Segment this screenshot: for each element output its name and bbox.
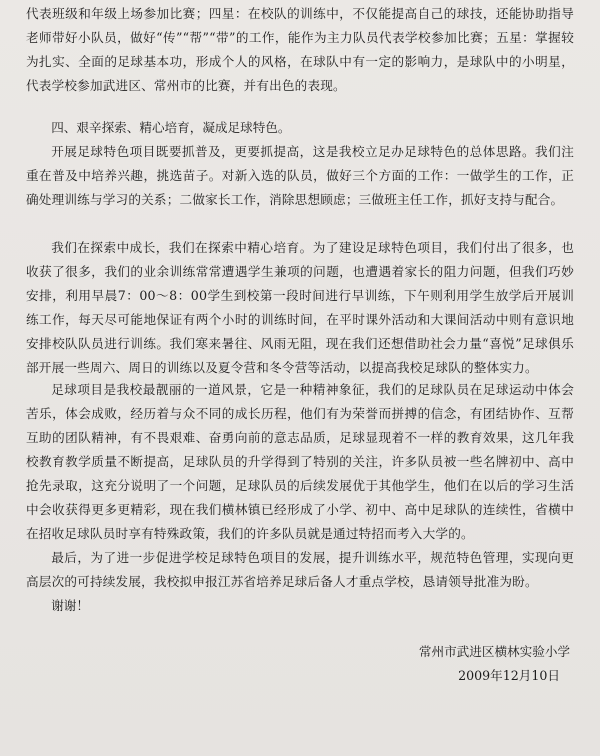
body-paragraph-2: 我们在探索中成长，我们在探索中精心培育。为了建设足球特色项目，我们付出了很多，也收获了很多，我们的业余训练常常遭遇学生兼项的问题，也遭遇着家长的阻力问题，但我们巧妙安排，利用早晨7：00～8：00学生到校第一段时间进行早训练，下午则利用学生放学后开展训练工作，每天尽可能地保证有两个小时的训练时间，在平时课外活动和大课间活动中则有意识地安排校队队员进行训练。我们寒来暑往、风雨无阻，现在我们还想借助社会力量“喜悦”足球俱乐部开展一些周六、周日的训练以及夏令营和冬令营等活动，以提高我校足球队的整体实力。 (26, 240, 574, 375)
section-heading: 四、艰辛探索、精心培育，凝成足球特色。 (51, 120, 291, 135)
body-paragraph-1-block (26, 140, 574, 212)
body-paragraph-4: 最后，为了进一步促进学校足球特色项目的发展，提升训练水平，规范特色管理，实现向更高层次的可持续发展，我校拟申报江苏省培养足球后备人才重点学校，恳请领导批准为盼。 (26, 550, 574, 589)
thanks-line: 谢谢！ (51, 598, 89, 613)
body-paragraph-2-block (26, 236, 574, 380)
intro-paragraph: 代表班级和年级上场参加比赛；四星：在校队的训练中，不仅能提高自己的球技，还能协助指导老师带好小队员，做好“传”“帮”“带”的工作，能作为主力队员代表学校参加比赛；五星：掌握较为扎实、全面的足球基本功，形成个人的风格，在球队中有一定的影响力，是球队中的小明星，代表学校参加武进区、常州市的比赛，并有出色的表现。 (26, 6, 574, 93)
signature-date: 2009年12月10日 (458, 668, 560, 683)
body-paragraph-3-block (26, 378, 574, 546)
body-paragraph-3: 足球项目是我校最靓丽的一道风景，它是一种精神象征，我们的足球队员在足球运动中体会苦乐，体会成败，经历着与众不同的成长历程，他们有为荣誉而拼搏的信念，有团结协作、互帮互助的团队精神，有不畏艰难、奋勇向前的意志品质，足球显现着不一样的教育效果，这几年我校教育教学质量不断提高，足球队员的升学得到了特别的关注，许多队员被一些名牌初中、高中抢先录取，这充分说明了一个问题，足球队员的后续发展优于其他学生，他们在以后的学习生活中会收获得更多更精彩，现在我们横林镇已经形成了小学、初中、高中足球队的连续性，省横中在招收足球队员时享有特殊政策，我们的许多队员就是通过特招而考入大学的。 (26, 382, 574, 541)
signature-organization: 常州市武进区横林实验小学 (418, 644, 570, 659)
body-paragraph-1: 开展足球特色项目既要抓普及，更要抓提高，这是我校立足办足球特色的总体思路。我们注重在普及中培养兴趣，挑选苗子。对新入选的队员，做好三个方面的工作：一做学生的工作，正确处理训练与学习的关系；二做家长工作，消除思想顾虑；三做班主任工作，抓好支持与配合。 (26, 144, 574, 207)
intro-block (26, 2, 574, 98)
signature-block (419, 640, 570, 688)
body-paragraph-4-block (26, 546, 574, 594)
